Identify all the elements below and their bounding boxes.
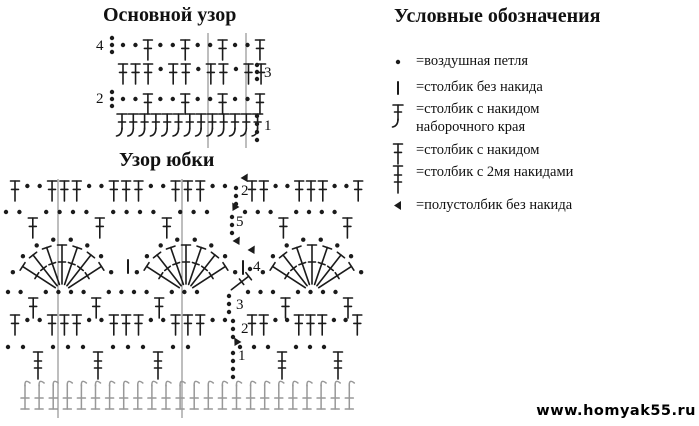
hst-stitch-icon — [388, 197, 416, 238]
watermark: www.homyak55.ru — [536, 403, 696, 419]
skirt-pattern-title: Узор юбки — [119, 149, 215, 171]
row-number: 4 — [96, 38, 104, 54]
row-number: 2 — [241, 321, 249, 337]
legend-item-label-line2: наборочного края — [416, 118, 526, 135]
row-number: 5 — [236, 214, 244, 230]
legend-item-label: =столбик с накидом — [416, 142, 540, 158]
legend-item-label: =воздушная петля — [416, 53, 528, 69]
legend-title: Условные обозначения — [394, 5, 601, 27]
fdc-stitch-icon — [388, 101, 416, 142]
row-number: 1 — [264, 118, 272, 134]
main-pattern-title: Основной узор — [103, 4, 237, 26]
legend-item — [388, 197, 572, 238]
legend-item-label: =столбик с накидом наборочного края — [416, 101, 540, 135]
row-number: 2 — [96, 91, 104, 107]
row-number: 3 — [264, 65, 272, 81]
legend-item-label: =столбик с 2мя накидами — [416, 164, 574, 180]
row-number: 4 — [253, 259, 261, 275]
row-number: 2 — [241, 183, 249, 199]
legend-item-label: =столбик без накида — [416, 79, 543, 95]
row-number: 1 — [238, 348, 246, 364]
row-number: 3 — [236, 297, 244, 313]
legend-item-label: =полустолбик без накида — [416, 197, 573, 213]
legend-item — [388, 101, 539, 142]
